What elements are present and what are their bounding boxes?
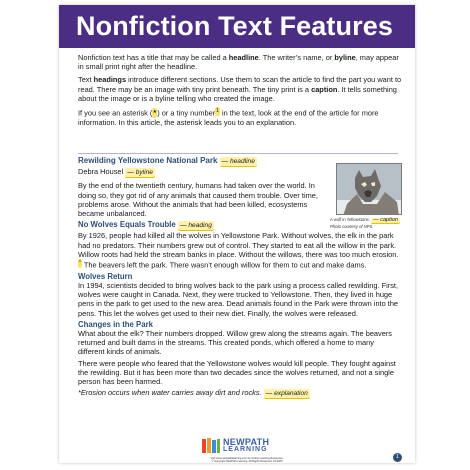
intro-paragraph-1 bbox=[78, 53, 402, 71]
article-paragraph-5: There were people who feared that the Yellowstone wolves would kill people. They fought against the rewilding. But it has been more than two decades since the wolves returned, and not a single person has been harmed. bbox=[78, 358, 396, 386]
caption-label: — caption bbox=[373, 217, 398, 223]
footer-url-text: Visit www.newpathlearning.com for Online Learning Resources. bbox=[210, 457, 284, 460]
intro-text: Text bbox=[78, 75, 94, 85]
caption-text: A wolf in Yellowstone. bbox=[330, 217, 371, 222]
intro-text: in the text, look at the end of the article for more information. In this article, the asterisk leads you to an explanation. bbox=[78, 108, 379, 127]
page-footer bbox=[167, 457, 327, 463]
intro-text: ) or a tiny number bbox=[157, 108, 216, 118]
article-headline: Rewilding Yellowstone National Park bbox=[78, 156, 218, 165]
explanation-label: — explanation bbox=[264, 389, 310, 399]
intro-paragraph-3 bbox=[78, 107, 402, 127]
heading-label: — heading bbox=[178, 221, 214, 231]
footnote-number-marker: 1 bbox=[215, 107, 220, 116]
caption-credit: Photo courtesy of NPS bbox=[330, 224, 373, 229]
page-number: 1 bbox=[393, 453, 402, 462]
intro-paragraph-2 bbox=[78, 75, 402, 103]
wolf-icon bbox=[337, 164, 402, 215]
term-headings: headings bbox=[93, 75, 127, 85]
intro-box bbox=[78, 53, 402, 131]
intro-text: If you see an asterisk ( bbox=[78, 108, 153, 118]
heading-label-text: heading bbox=[188, 222, 212, 230]
headline-label-text: headline bbox=[229, 158, 255, 165]
paragraph-text: By 1926, people had killed all the wolves in Yellowstone Park. Without wolves, the elk in the park had no predators. Their numbers grew out of control. They started to eat all the willow in the park. Willow roots had held the stream banks in place. Without the willows, there was too much erosion. bbox=[78, 231, 399, 259]
section-divider bbox=[78, 153, 398, 154]
books-icon bbox=[201, 437, 221, 454]
logo-text: NEWPATH bbox=[223, 437, 270, 447]
article-paragraph-2 bbox=[78, 231, 402, 269]
headline-label: — headline bbox=[220, 157, 257, 167]
asterisk-marker: * bbox=[153, 108, 157, 118]
worksheet-page bbox=[59, 5, 415, 463]
footer-copyright: © Copyright NewPath Learning. All Rights Reserved. 33-9025 bbox=[211, 460, 283, 463]
byline-label-text: byline bbox=[135, 169, 153, 177]
explanation-label-text: explanation bbox=[274, 390, 308, 398]
section-heading-2: Wolves Return bbox=[78, 271, 133, 281]
term-caption: caption bbox=[311, 84, 338, 94]
photo-caption bbox=[330, 217, 406, 229]
asterisk-marker: * bbox=[78, 259, 82, 268]
article-header bbox=[78, 156, 324, 218]
intro-text: Nonfiction text has a title that may be called a bbox=[78, 53, 229, 62]
intro-text: introduce different sections. Use them to scan the article to find the part you want to read. There may be an image with tiny print beneath. The tiny print is a bbox=[78, 75, 402, 94]
caption-label-text: caption bbox=[380, 217, 398, 223]
footnote bbox=[78, 388, 402, 399]
newpath-logo bbox=[201, 437, 281, 455]
term-byline: byline bbox=[334, 53, 356, 62]
intro-text: . It tells something about the image or is a byline telling who created the image. bbox=[78, 84, 397, 103]
heading-text: No Wolves Equals Trouble bbox=[78, 220, 176, 230]
wolf-photo bbox=[336, 163, 402, 215]
intro-text: . The writer’s name, or bbox=[258, 53, 335, 62]
article-paragraph-1: By the end of the twentieth century, humans had taken over the world. In doing so, they got rid of any animals that caused them trouble. Over time, problems arose. Without the animals that had been killed, ecosystems became unbalanced. bbox=[78, 181, 318, 219]
section-heading-3: Changes in the Park bbox=[78, 319, 153, 329]
article-paragraph-3: In 1994, scientists decided to bring wolves back to the park using a process called rewilding. First, wolves were caught in Canada. Next, they were trucked to Yellowstone. Then, they lived in huge pens in the park to get used to the new area. Dead animals found in the Park were thrown into the pens. This let the wolves get used to their new diet. Finally, the wolves were released. bbox=[78, 280, 399, 318]
footnote-text: *Erosion occurs when water carries away dirt and rocks. bbox=[78, 388, 262, 398]
page-title: Nonfiction Text Features bbox=[59, 5, 415, 48]
byline-label: — byline bbox=[125, 168, 155, 178]
article-byline: Debra Housel bbox=[78, 167, 124, 177]
article-paragraph-4: What about the elk? Their numbers dropped. Willow grew along the streams again. The beavers returned and built dams in the streams. This created ponds, which offered a home to many different kinds of animals. bbox=[78, 328, 392, 357]
term-headline: headline bbox=[228, 53, 259, 62]
paragraph-text: The beavers left the park. There wasn’t enough willow for them to cut and make dams. bbox=[81, 260, 367, 270]
logo-subtext: LEARNING bbox=[223, 446, 268, 453]
intro-text: , may appear in small print right after the headline. bbox=[78, 53, 399, 72]
